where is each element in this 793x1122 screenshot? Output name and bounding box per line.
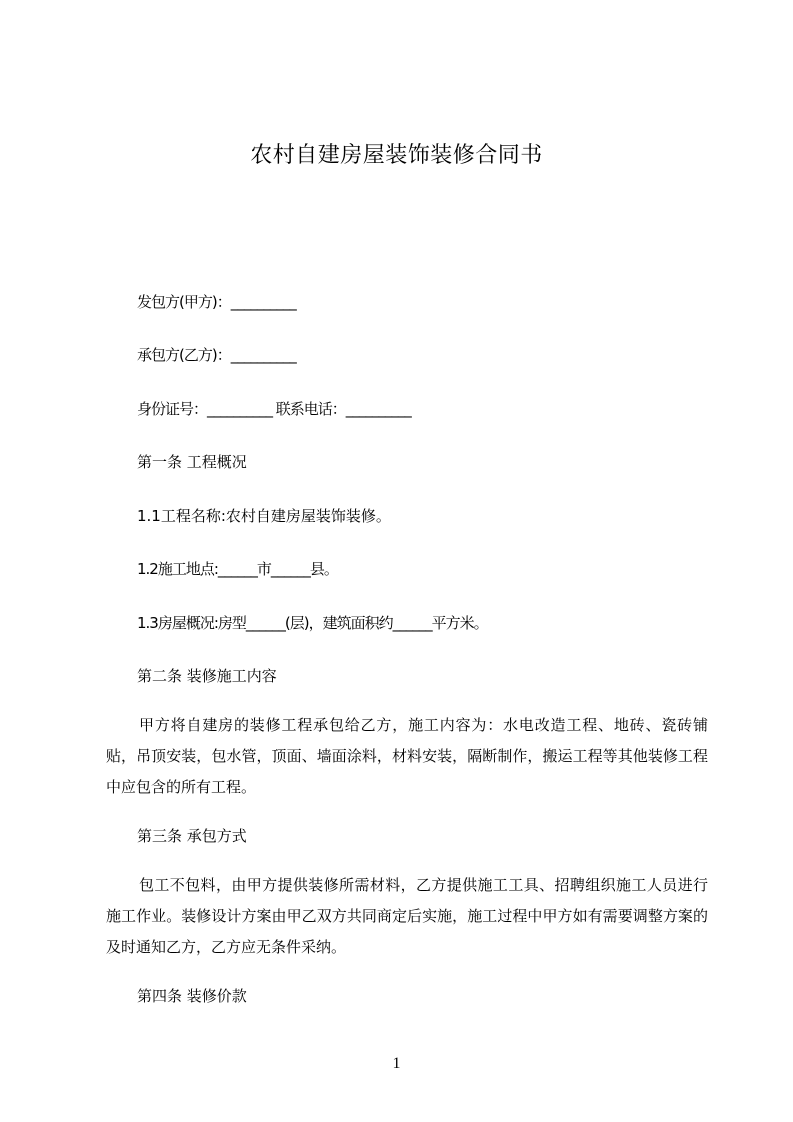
party-b-line: 承包方(乙方)：__________	[137, 346, 296, 364]
article-3-heading: 第三条 承包方式	[137, 827, 247, 845]
item-1-1: 1.1工程名称:农村自建房屋装饰装修。	[137, 507, 391, 525]
id-phone-line: 身份证号：__________ 联系电话：__________	[137, 400, 411, 418]
item-1-2: 1.2施工地点:______市______县。	[137, 560, 338, 578]
page-number: 1	[392, 1055, 401, 1072]
article-1-heading: 第一条 工程概况	[137, 453, 247, 471]
document-title: 农村自建房屋装饰装修合同书	[250, 143, 543, 168]
article-2-paragraph: 甲方将自建房的装修工程承包给乙方，施工内容为：水电改造工程、地砖、瓷砖铺贴，吊顶安装，包水管，顶面、墙面涂料，材料安装，隔断制作，搬运工程等其他装修工程中应包含的所有工程。	[106, 716, 708, 796]
article-2-heading: 第二条 装修施工内容	[137, 667, 277, 685]
item-1-3: 1.3房屋概况:房型______(层)，建筑面积约______平方米。	[137, 614, 488, 632]
party-a-line: 发包方(甲方)：__________	[137, 293, 296, 311]
article-3-paragraph: 包工不包料，由甲方提供装修所需材料，乙方提供施工工具、招聘组织施工人员进行施工作业。装修设计方案由甲乙双方共同商定后实施，施工过程中甲方如有需要调整方案的及时通知乙方，乙方应无条件采纳。	[106, 876, 708, 956]
article-4-heading: 第四条 装修价款	[137, 987, 247, 1005]
